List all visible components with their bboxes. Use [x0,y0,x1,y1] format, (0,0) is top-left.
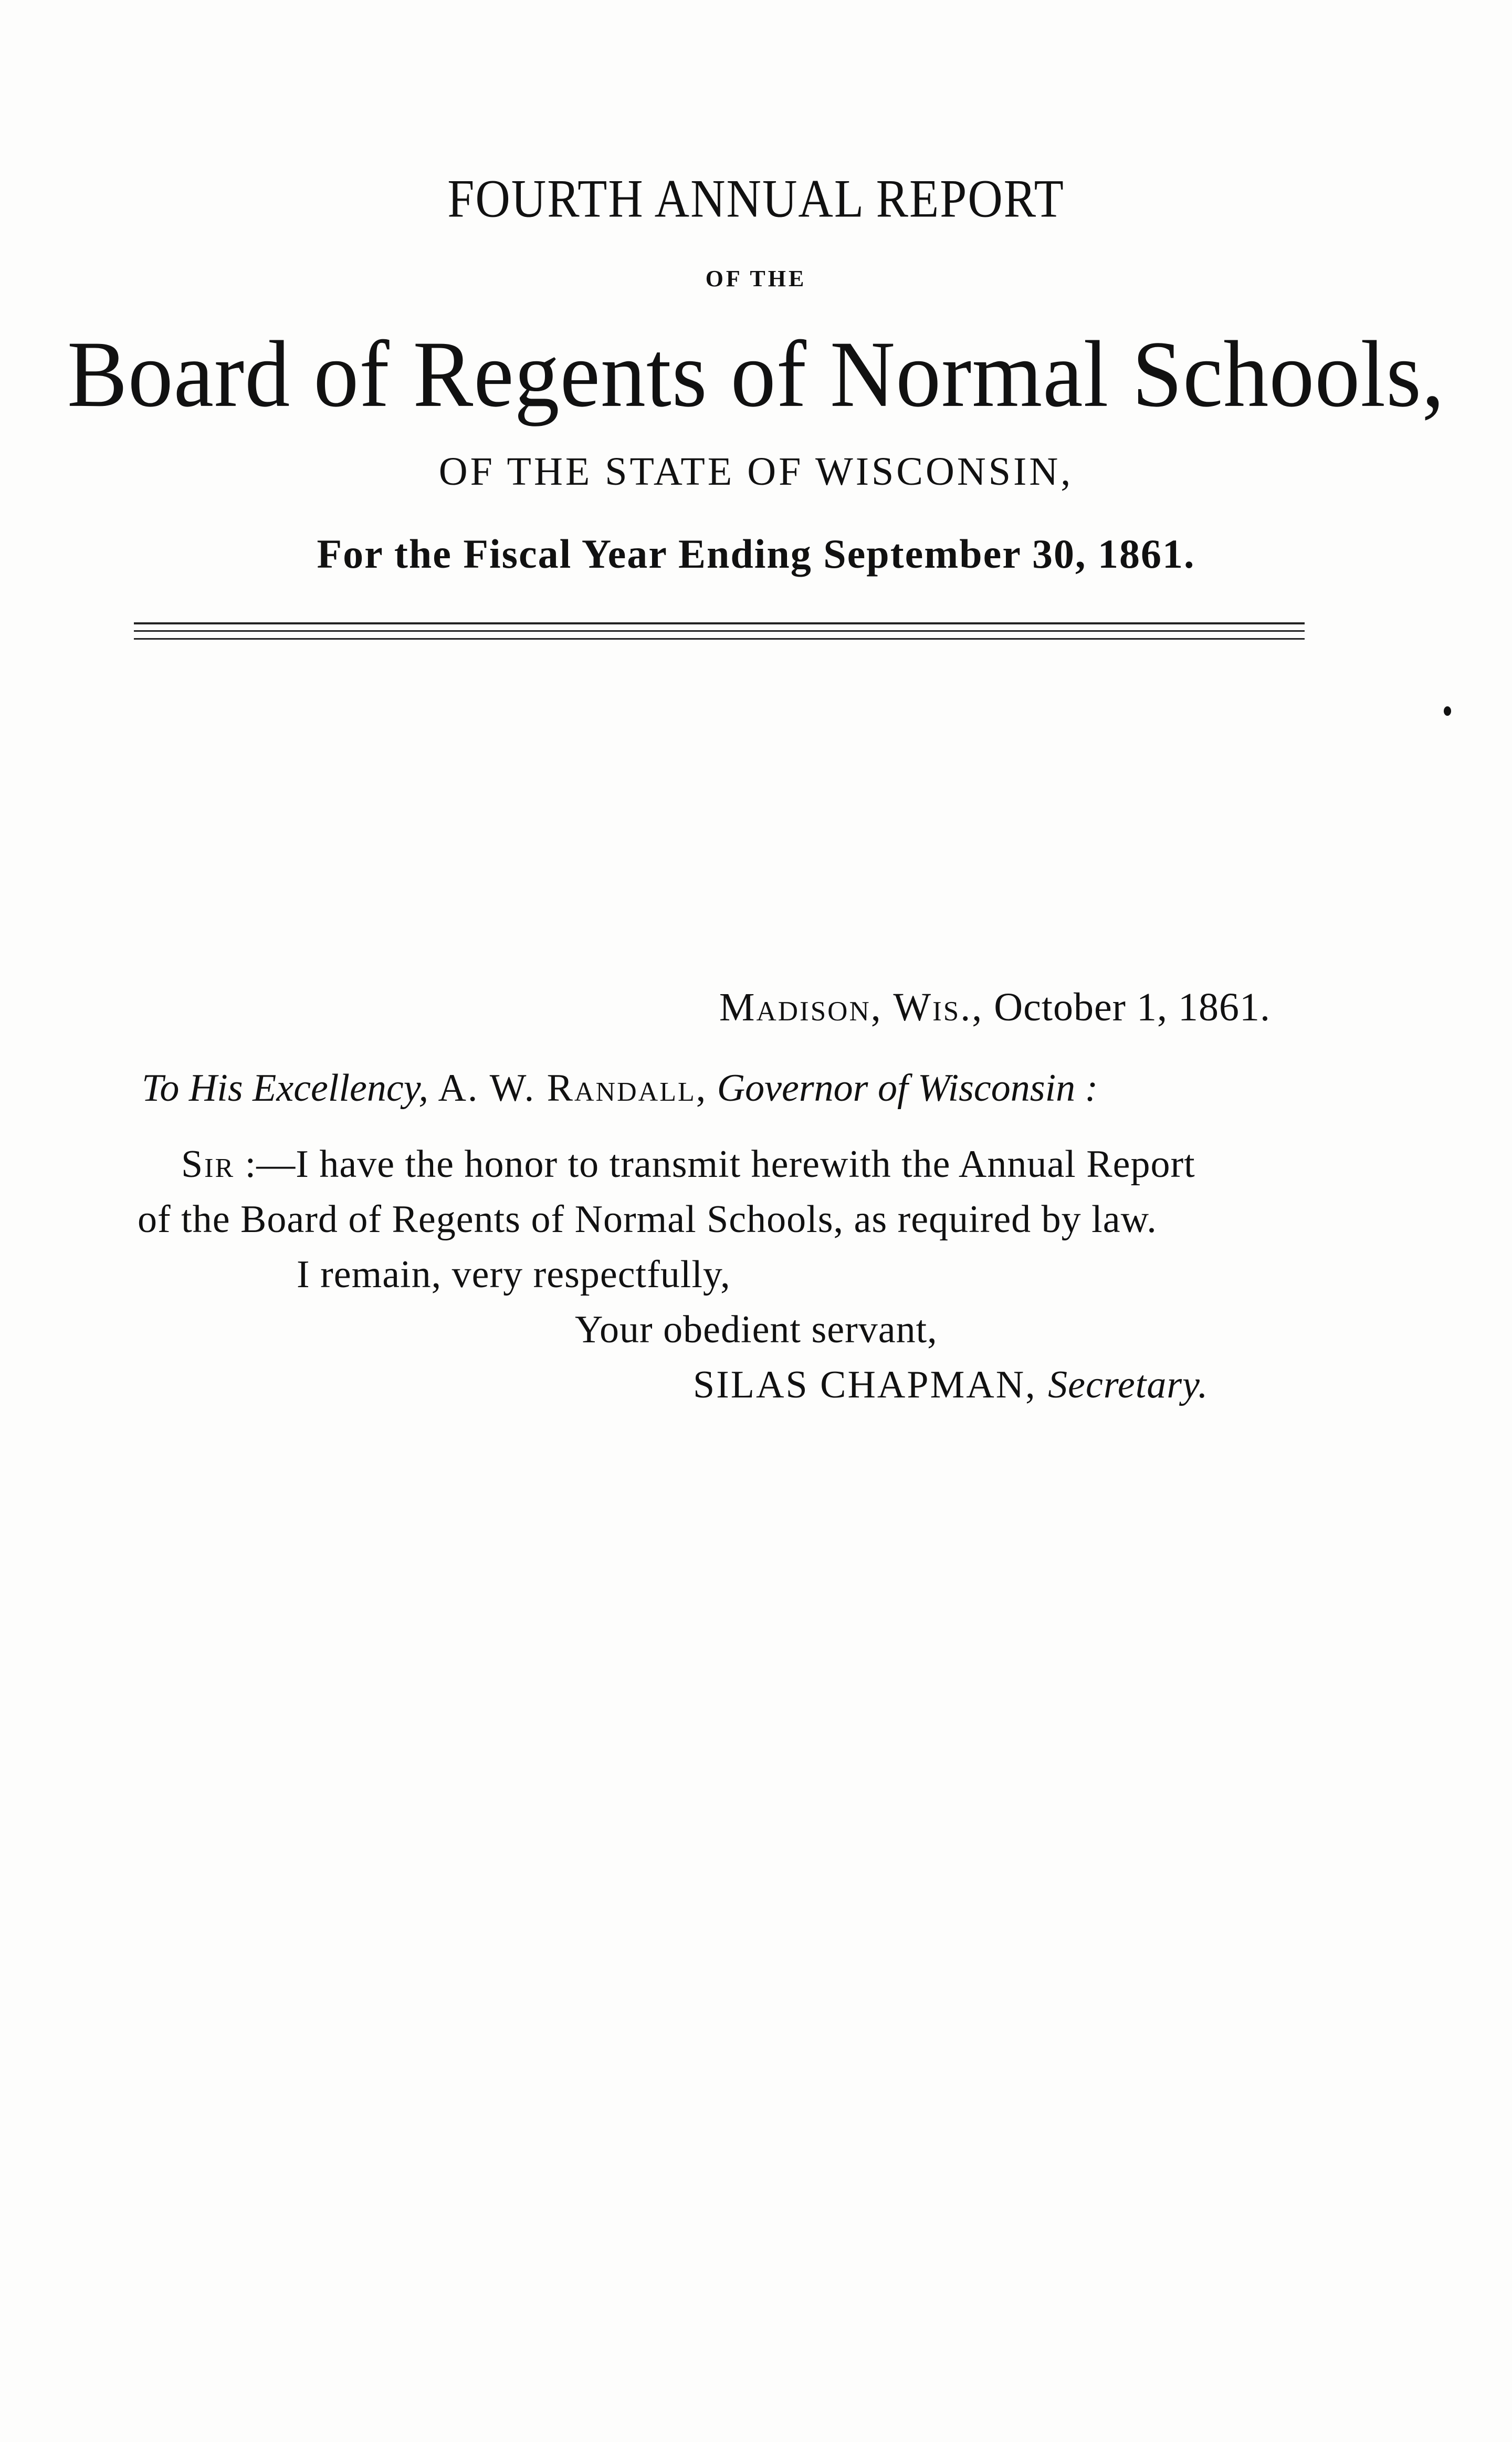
valediction-line: Your obedient servant, [575,1308,938,1351]
address-title: Governor of Wisconsin : [717,1067,1098,1110]
dateline-place: Madison, Wis., [719,985,984,1029]
board-title: Board of Regents of Normal Schools, [67,322,1445,427]
dateline [719,985,1270,1030]
state-line: OF THE STATE OF WISCONSIN, [438,450,1074,494]
header-rule-middle [134,630,1305,632]
of-the-label: OF THE [705,266,807,291]
letter-line-2: of the Board of Regents of Normal Schools, as required by law. [138,1198,1157,1241]
signer-name: SILAS CHAPMAN, [693,1363,1037,1406]
dateline-date: October 1, 1861. [994,985,1270,1029]
address-line [142,1066,1098,1111]
address-name: A. W. Randall, [438,1067,708,1110]
signer-title: Secretary. [1048,1363,1209,1406]
letter-line-1-text: :—I have the honor to transmit herewith the Annual Report [235,1143,1195,1186]
ink-speck [1444,706,1451,716]
closing-line: I remain, very respectfully, [297,1253,731,1296]
header-rule-bottom [134,638,1305,640]
header-rule-top [134,622,1305,624]
address-lead: To His Excellency, [142,1067,428,1110]
letter-line-1 [181,1142,1195,1187]
salutation: Sir [181,1143,235,1186]
signature-line [693,1363,1208,1407]
fiscal-year-line: For the Fiscal Year Ending September 30, 1861. [317,531,1195,577]
report-title: FOURTH ANNUAL REPORT [447,168,1065,229]
